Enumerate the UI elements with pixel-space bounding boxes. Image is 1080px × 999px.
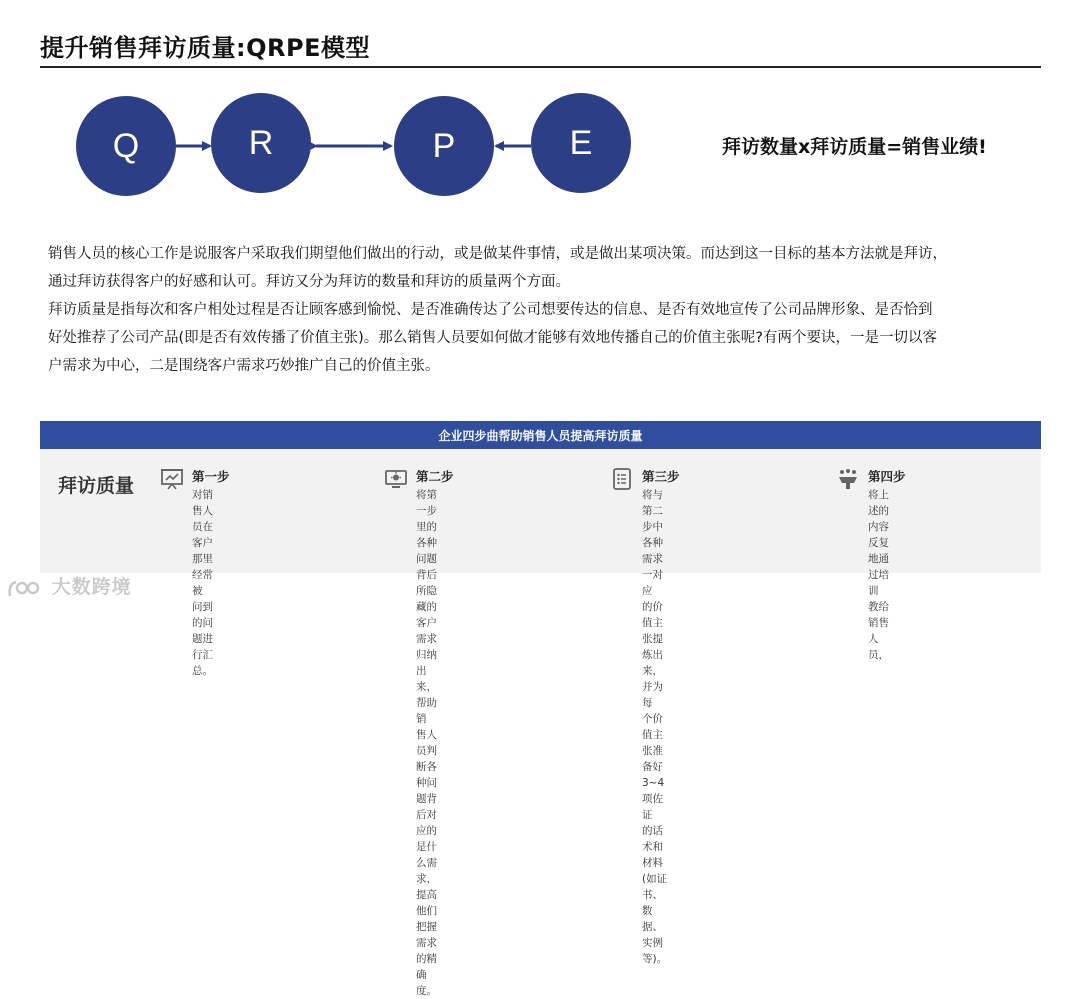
presentation-chart-icon [160,467,184,491]
step-3-line: 个价值主张准备好3~4项佐证 [642,713,665,821]
step-2-title: 第二步 [416,469,454,484]
step-1-text [192,487,213,679]
circle-p: P [394,96,494,196]
body-line-5: 户需求为中心，二是围绕客户需求巧妙推广自己的价值主张。 [48,358,440,374]
watermark [6,572,132,600]
step-3-text [642,487,667,967]
step-3-line: 实例等)。 [642,937,668,965]
watermark-logo-icon [6,576,40,600]
circle-q: Q [76,96,176,196]
body-line-4: 好处推荐了公司产品(即是否有效传播了价值主张)。那么销售人员要如何做才能够有效地传播自己的价值主张呢?有两个要诀，一是一切以客 [48,330,938,346]
step-3-title: 第三步 [642,469,680,484]
step-4-line: 教给销售人员， [868,601,889,661]
step-4-text [868,487,889,663]
step-2-line: 藏的客户需求归纳出来，帮助销 [416,601,437,725]
formula-text: 拜访数量x拜访质量=销售业绩! [722,136,987,158]
watermark-text: 大数跨境 [51,576,132,598]
monitor-insight-icon [384,467,408,491]
team-training-icon [836,467,860,491]
step-2-line: 的精确度。 [416,953,437,997]
step-3-line: 的价值主张提炼出来，并为每 [642,601,663,709]
step-1-line: 对销售人员在客户那里经常被 [192,489,213,597]
step-2-text [416,487,437,999]
step-2-line: 将第一步里的各种问题背后所隐 [416,489,437,597]
step-1-title: 第一步 [192,469,230,484]
steps-banner: 企业四步曲帮助销售人员提高拜访质量 [40,421,1041,449]
circle-e: E [531,93,631,193]
step-2-line: 是什么需求，提高他们把握需求 [416,841,437,949]
page-title: 提升销售拜访质量:QRPE模型 [40,34,370,62]
body-line-2: 通过拜访获得客户的好感和认可。拜访又分为拜访的数量和拜访的质量两个方面。 [48,274,570,290]
step-4-title: 第四步 [868,469,906,484]
step-3-line: 的话术和材料(如证书、数据、 [642,825,668,933]
step-2-line: 售人员判断各种问题背后对应的 [416,729,437,837]
checklist-icon [610,467,634,491]
circle-r: R [211,93,311,193]
body-line-3: 拜访质量是指每次和客户相处过程是否让顾客感到愉悦、是否准确传达了公司想要传达的信息、是否有效地宣传了公司品牌形象、是否恰到 [48,302,933,318]
step-4-line: 将上述的内容反复地通过培训 [868,489,889,597]
step-1-line: 问到的问题进行汇总。 [192,601,213,677]
body-line-1: 销售人员的核心工作是说服客户采取我们期望他们做出的行动，或是做某件事情，或是做出某项决策。而达到这一目标的基本方法就是拜访， [48,246,947,262]
step-3-line: 将与第二步中各种需求一对应 [642,489,663,597]
panel-title: 拜访质量 [58,475,135,497]
